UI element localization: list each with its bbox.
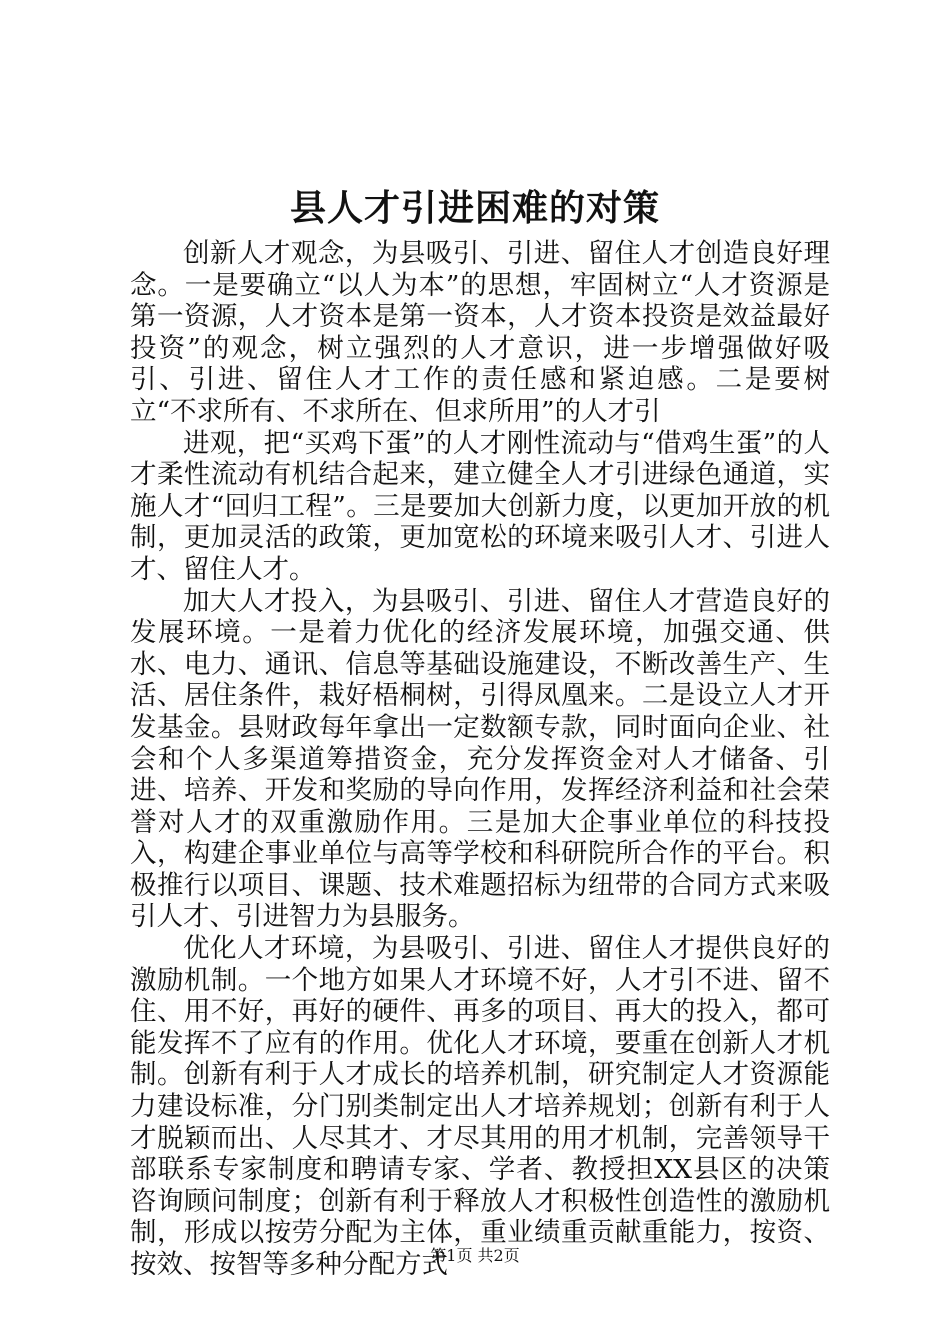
paragraph-1: 创新人才观念，为县吸引、引进、留住人才创造良好理念。一是要确立“以人为本”的思想，牢固树立“人才资源是第一资源，人才资本是第一资本，人才资本投资是效益最好投资”的观念，树立强烈的人才意识，进一步增强做好吸引、引进、留住人才工作的责任感和紧迫感。二是要树立“不求所有、不求所在、但求所用”的人才引 <box>130 238 830 427</box>
paragraph-2: 进观，把“买鸡下蛋”的人才刚性流动与“借鸡生蛋”的人才柔性流动有机结合起来，建立健全人才引进绿色通道，实施人才“回归工程”。三是要加大创新力度，以更加开放的机制，更加灵活的政策，更加宽松的环境来吸引人才、引进人才、留住人才。 <box>130 427 830 585</box>
paragraph-4: 优化人才环境，为县吸引、引进、留住人才提供良好的激励机制。一个地方如果人才环境不好，人才引不进、留不住、用不好，再好的硬件、再多的项目、再大的投入，都可能发挥不了应有的作用。优化人才环境，要重在创新人才机制。创新有利于人才成长的培养机制，研究制定人才资源能力建设标准，分门别类制定出人才培养规划；创新有利于人才脱颖而出、人尽其才、才尽其用的用才机制，完善领导干部联系专家制度和聘请专家、学者、教授担XX县区的决策咨询顾问制度；创新有利于释放人才积极性创造性的激励机制，形成以按劳分配为主体，重业绩重贡献重能力，按资、按效、按智等多种分配方式 <box>130 933 830 1280</box>
document-title: 县人才引进困难的对策 <box>289 187 660 229</box>
document-body <box>130 238 830 1281</box>
page-indicator: 第1页 共2页 <box>430 1246 520 1265</box>
page-footer <box>0 1245 950 1267</box>
paragraph-3: 加大人才投入，为县吸引、引进、留住人才营造良好的发展环境。一是着力优化的经济发展环境，加强交通、供水、电力、通讯、信息等基础设施建设，不断改善生产、生活、居住条件，栽好梧桐树，引得凤凰来。二是设立人才开发基金。县财政每年拿出一定数额专款，同时面向企业、社会和个人多渠道筹措资金，充分发挥资金对人才储备、引进、培养、开发和奖励的导向作用，发挥经济利益和社会荣誉对人才的双重激励作用。三是加大企事业单位的科技投入，构建企事业单位与高等学校和科研院所合作的平台。积极推行以项目、课题、技术难题招标为纽带的合同方式来吸引人才、引进智力为县服务。 <box>130 585 830 933</box>
